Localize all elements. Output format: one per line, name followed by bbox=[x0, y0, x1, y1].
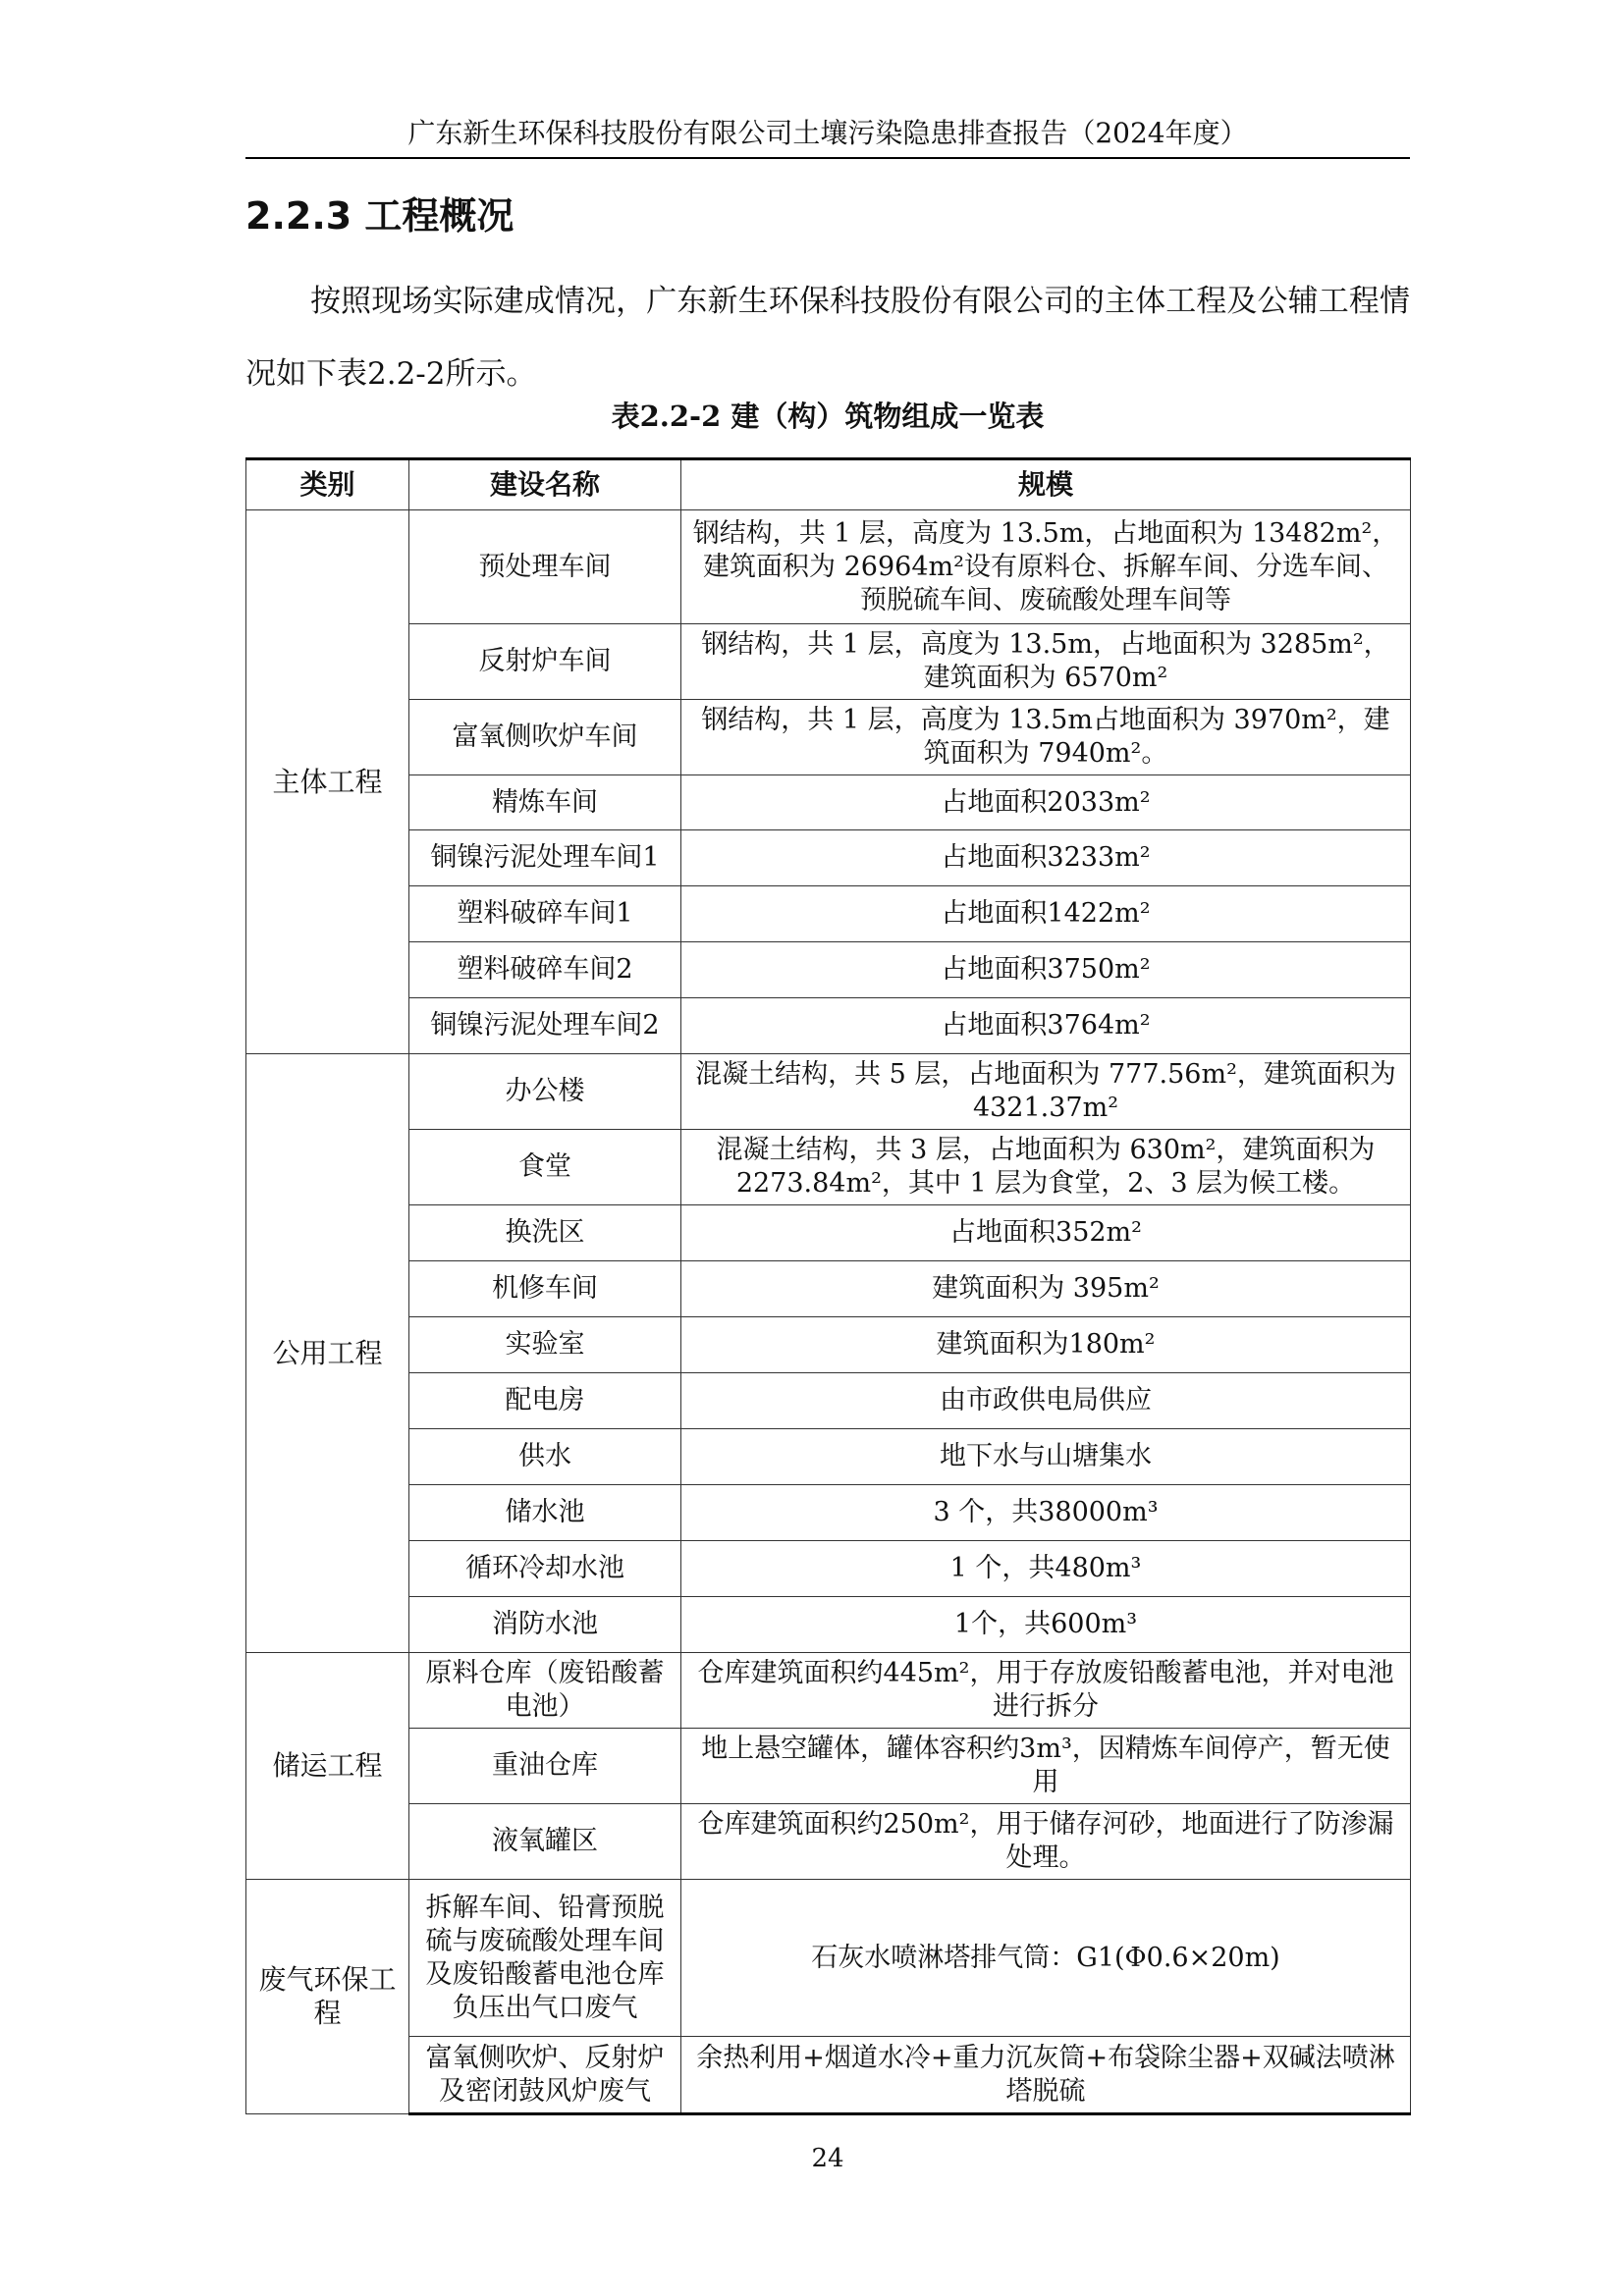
building-name: 换洗区 bbox=[409, 1205, 681, 1261]
building-scale: 混凝土结构，共 3 层，占地面积为 630m²，建筑面积为2273.84m²，其中 1 层为食堂，2、3 层为候工楼。 bbox=[681, 1130, 1411, 1205]
building-name: 消防水池 bbox=[409, 1597, 681, 1653]
table-row bbox=[246, 1373, 1411, 1429]
building-name: 拆解车间、铅膏预脱硫与废硫酸处理车间及废铅酸蓄电池仓库负压出气口废气 bbox=[409, 1880, 681, 2037]
building-scale: 3 个，共38000m³ bbox=[681, 1485, 1411, 1541]
building-scale: 余热利用+烟道水冷+重力沉灰筒+布袋除尘器+双碱法喷淋塔脱硫 bbox=[681, 2037, 1411, 2114]
table-row bbox=[246, 2037, 1411, 2114]
table-row bbox=[246, 624, 1411, 700]
building-name: 铜镍污泥处理车间1 bbox=[409, 830, 681, 886]
category-cell: 废气环保工程 bbox=[246, 1880, 409, 2114]
table-caption: 表2.2-2 建（构）筑物组成一览表 bbox=[611, 400, 1045, 433]
table-row bbox=[246, 886, 1411, 942]
building-name: 食堂 bbox=[409, 1130, 681, 1205]
building-name: 重油仓库 bbox=[409, 1729, 681, 1804]
table-row bbox=[246, 1261, 1411, 1317]
building-scale: 占地面积352m² bbox=[681, 1205, 1411, 1261]
table-row bbox=[246, 942, 1411, 998]
building-scale: 占地面积3764m² bbox=[681, 998, 1411, 1054]
table-row bbox=[246, 1804, 1411, 1880]
table-row bbox=[246, 1597, 1411, 1653]
building-table bbox=[245, 457, 1411, 2115]
building-scale: 占地面积2033m² bbox=[681, 775, 1411, 830]
header-scale: 规模 bbox=[681, 459, 1411, 510]
building-scale: 占地面积3750m² bbox=[681, 942, 1411, 998]
building-scale: 钢结构，共 1 层，高度为 13.5m，占地面积为 3285m²，建筑面积为 6570m² bbox=[681, 624, 1411, 700]
header-name: 建设名称 bbox=[409, 459, 681, 510]
section-title: 2.2.3 工程概况 bbox=[245, 194, 514, 238]
table-row bbox=[246, 700, 1411, 775]
table-row bbox=[246, 1729, 1411, 1804]
building-scale: 地下水与山塘集水 bbox=[681, 1429, 1411, 1485]
page-header: 广东新生环保科技股份有限公司土壤污染隐患排查报告（2024年度） bbox=[407, 117, 1248, 149]
building-scale: 占地面积3233m² bbox=[681, 830, 1411, 886]
building-scale: 钢结构，共 1 层，高度为 13.5m占地面积为 3970m²，建筑面积为 7940m²。 bbox=[681, 700, 1411, 775]
table-row bbox=[246, 1205, 1411, 1261]
building-scale: 由市政供电局供应 bbox=[681, 1373, 1411, 1429]
building-name: 配电房 bbox=[409, 1373, 681, 1429]
table-row bbox=[246, 1541, 1411, 1597]
building-name: 塑料破碎车间2 bbox=[409, 942, 681, 998]
building-name: 塑料破碎车间1 bbox=[409, 886, 681, 942]
table-row bbox=[246, 510, 1411, 624]
table-row bbox=[246, 1653, 1411, 1729]
building-scale: 占地面积1422m² bbox=[681, 886, 1411, 942]
building-scale: 建筑面积为 395m² bbox=[681, 1261, 1411, 1317]
table-row bbox=[246, 1429, 1411, 1485]
table-header-row bbox=[246, 459, 1411, 510]
table-row bbox=[246, 1317, 1411, 1373]
category-cell: 储运工程 bbox=[246, 1653, 409, 1880]
table-row bbox=[246, 998, 1411, 1054]
building-name: 储水池 bbox=[409, 1485, 681, 1541]
building-name: 富氧侧吹炉、反射炉及密闭鼓风炉废气 bbox=[409, 2037, 681, 2114]
building-scale: 建筑面积为180m² bbox=[681, 1317, 1411, 1373]
building-name: 液氧罐区 bbox=[409, 1804, 681, 1880]
header-category: 类别 bbox=[246, 459, 409, 510]
building-name: 反射炉车间 bbox=[409, 624, 681, 700]
building-name: 机修车间 bbox=[409, 1261, 681, 1317]
table-row bbox=[246, 1485, 1411, 1541]
building-name: 供水 bbox=[409, 1429, 681, 1485]
intro-paragraph: 按照现场实际建成情况，广东新生环保科技股份有限公司的主体工程及公辅工程情况如下表2.2-2所示。 bbox=[245, 284, 1410, 392]
building-name: 预处理车间 bbox=[409, 510, 681, 624]
building-scale: 钢结构，共 1 层，高度为 13.5m，占地面积为 13482m²，建筑面积为 26964m²设有原料仓、拆解车间、分选车间、预脱硫车间、废硫酸处理车间等 bbox=[681, 510, 1411, 624]
table-row bbox=[246, 1130, 1411, 1205]
building-name: 办公楼 bbox=[409, 1054, 681, 1130]
building-scale: 1个，共600m³ bbox=[681, 1597, 1411, 1653]
header-rule bbox=[245, 157, 1410, 159]
building-scale: 混凝土结构，共 5 层，占地面积为 777.56m²，建筑面积为 4321.37m² bbox=[681, 1054, 1411, 1130]
building-scale: 仓库建筑面积约445m²，用于存放废铅酸蓄电池，并对电池进行拆分 bbox=[681, 1653, 1411, 1729]
building-name: 循环冷却水池 bbox=[409, 1541, 681, 1597]
building-scale: 仓库建筑面积约250m²，用于储存河砂，地面进行了防渗漏处理。 bbox=[681, 1804, 1411, 1880]
building-name: 精炼车间 bbox=[409, 775, 681, 830]
building-name: 实验室 bbox=[409, 1317, 681, 1373]
building-name: 原料仓库（废铅酸蓄电池） bbox=[409, 1653, 681, 1729]
building-scale: 1 个，共480m³ bbox=[681, 1541, 1411, 1597]
table-row bbox=[246, 830, 1411, 886]
table-row bbox=[246, 1880, 1411, 2037]
category-cell: 主体工程 bbox=[246, 510, 409, 1054]
building-scale: 石灰水喷淋塔排气筒：G1(Φ0.6×20m) bbox=[681, 1880, 1411, 2037]
building-scale: 地上悬空罐体，罐体容积约3m³，因精炼车间停产，暂无使用 bbox=[681, 1729, 1411, 1804]
category-cell: 公用工程 bbox=[246, 1054, 409, 1653]
building-name: 铜镍污泥处理车间2 bbox=[409, 998, 681, 1054]
table-row bbox=[246, 775, 1411, 830]
building-name: 富氧侧吹炉车间 bbox=[409, 700, 681, 775]
page-number: 24 bbox=[811, 2144, 844, 2173]
table-row bbox=[246, 1054, 1411, 1130]
